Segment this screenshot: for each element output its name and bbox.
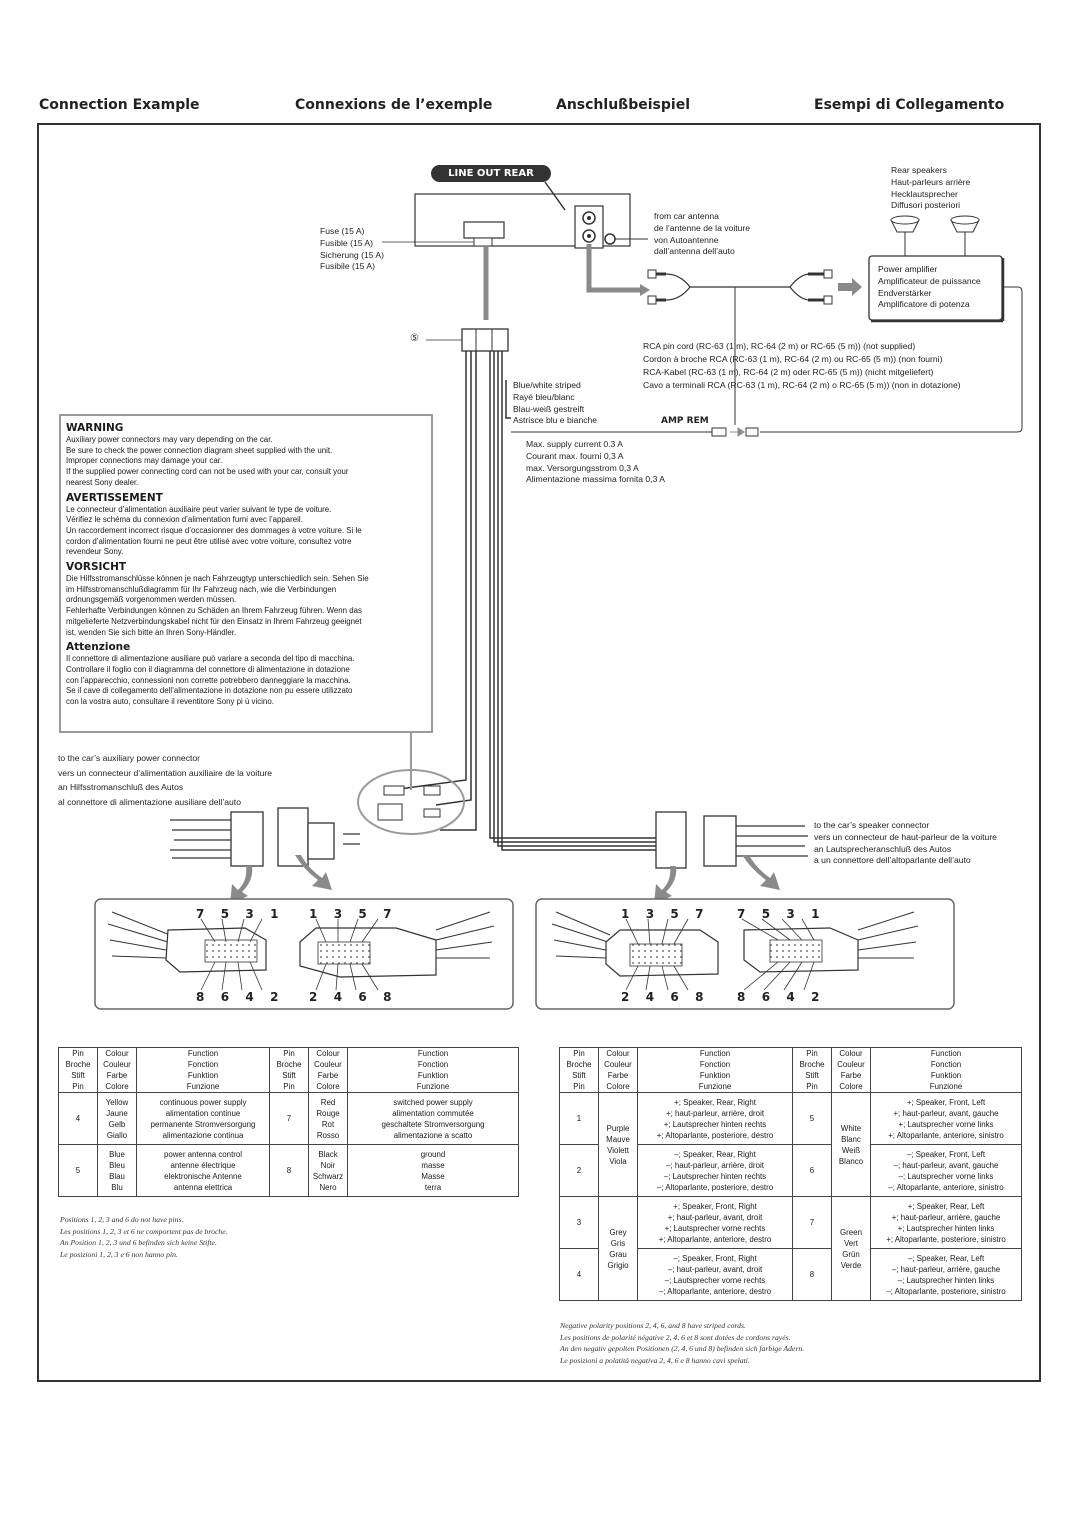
- unit-power-connector: [278, 808, 308, 866]
- antenna-jack: [605, 234, 615, 244]
- harness-connector: [462, 329, 508, 351]
- col-pin: Pin Broche Stift Pin: [59, 1048, 98, 1093]
- col-colour: Colour Couleur Farbe Colore: [98, 1048, 137, 1093]
- function-cell: +; Speaker, Rear, Left +; haut-parleur, arrière, gauche +; Lautsprecher hinten links +; Altoparlante, posteriore, sinistro: [871, 1197, 1022, 1249]
- item-5-marker: ⑤: [410, 333, 419, 344]
- function-cell: –; Speaker, Front, Left –; haut-parleur, avant, gauche –; Lautsprecher vorne links –; Altoparlante, anteriore, sinistro: [871, 1145, 1022, 1197]
- pins-odd-power-car: 7 5 3 1: [196, 907, 279, 921]
- colour-cell: Purple Mauve Violett Viola: [599, 1093, 638, 1197]
- warning-text-de: Die Hilfsstromanschlüsse können je nach Fahrzeugtyp unterschiedlich sein. Sehen Sie im Hilfsstromanschlußdiagramm für Ihr Fahrzeug nach, wie die Verbindungen ordnungsgemäß vorgenommen werden müssen. Fehlerhafte Verbindungen können zu Schäden an Ihrem Fahrzeug führen. Wenn das mitgelieferte Netzverbindungskabel nicht für den Einsatz in Ihrem Fahrzeug geeignet ist, wenden Sie sich bitte an Ihren Sony-Händler.: [66, 574, 369, 637]
- function-cell: –; Speaker, Front, Right –; haut-parleur, avant, droit –; Lautsprecher vorne rechts –; Altoparlante, anteriore, destro: [638, 1249, 793, 1301]
- col-pin: Pin Broche Stift Pin: [793, 1048, 832, 1093]
- unit-speaker-connector: [656, 812, 686, 868]
- col-function: Function Fonction Funktion Funzione: [638, 1048, 793, 1093]
- pin-cell: 8: [270, 1145, 309, 1197]
- warning-text-fr: Le connecteur d’alimentation auxiliaire peut varier suivant le type de voiture. Vérifiez le schéma du connexion d’alimentation furni avec l’appareil. Un raccordement incorrect risque d’occasionner des dommages à votre voiture. Si le cordon d’alimentation fourni ne peut être utilisé avec votre voiture, consultez votre revendeur Sony.: [66, 504, 362, 557]
- pin-cell: 5: [59, 1145, 98, 1197]
- col-pin: Pin Broche Stift Pin: [270, 1048, 309, 1093]
- col-function: Function Fonction Funktion Funzione: [871, 1048, 1022, 1093]
- pins-even-power-car: 8 6 4 2: [196, 990, 279, 1004]
- function-cell: –; Speaker, Rear, Right –; haut-parleur, arrière, droit –; Lautsprecher hinten rechts –; Altoparlante, posteriore, destro: [638, 1145, 793, 1197]
- antenna-label: from car antenna de l’antenne de la voiture von Autoantenne dall’antenna dell’auto: [654, 211, 751, 257]
- table-header-row: [560, 1048, 1022, 1093]
- function-cell: +; Speaker, Rear, Right +; haut-parleur, arrière, droit +; Lautsprecher hinten rechts +; Altoparlante, posteriore, destro: [638, 1093, 793, 1145]
- pin-cell: 5: [793, 1093, 832, 1145]
- colour-cell: Green Vert Grün Verde: [832, 1197, 871, 1301]
- colour-cell: Yellow Jaune Gelb Giallo: [98, 1093, 137, 1145]
- warning-box: [59, 414, 433, 733]
- header-de: Anschlußbeispiel: [556, 97, 690, 113]
- pin-cell: 3: [560, 1197, 599, 1249]
- warning-title-it: Attenzione: [66, 641, 131, 654]
- pin-cell: 4: [560, 1249, 599, 1301]
- function-cell: switched power supply alimentation commutée geschaltete Stromversorgung alimentazione a scatto: [348, 1093, 519, 1145]
- pins-even-speaker-unit: 2 4 6 8: [621, 990, 704, 1004]
- colour-cell: Blue Bleu Blau Blu: [98, 1145, 137, 1197]
- colour-cell: Grey Gris Grau Grigio: [599, 1197, 638, 1301]
- rear-speaker-left: [891, 216, 919, 256]
- pins-odd-speaker-car: 7 5 3 1: [737, 907, 820, 921]
- pin-cell: 8: [793, 1249, 832, 1301]
- col-colour: Colour Couleur Farbe Colore: [309, 1048, 348, 1093]
- pin-cell: 2: [560, 1145, 599, 1197]
- function-cell: continuous power supply alimentation continue permanente Stromversorgung alimentazione continua: [137, 1093, 270, 1145]
- rear-speaker-right: [951, 216, 979, 256]
- amp-rem-label: AMP REM: [661, 416, 709, 426]
- power-notes: Positions 1, 2, 3 and 6 do not have pins. Les positions 1, 2, 3 et 6 ne comportent pas de broche. An Position 1, 2, 3 und 6 befinden sich keine Stifte. Le posizioni 1, 2, 3 e 6 non hanno pin.: [60, 1215, 228, 1259]
- colour-cell: Black Noir Schwarz Nero: [309, 1145, 348, 1197]
- pin-cell: 6: [793, 1145, 832, 1197]
- pins-odd-power-unit: 1 3 5 7: [309, 907, 392, 921]
- pin-cell: 1: [560, 1093, 599, 1145]
- aux-power-label: to the car’s auxiliary power connector vers un connecteur d’alimentation auxiliaire de la voiture an Hilfsstromanschluß des Autos al connettore di alimentazione ausiliare dell’auto: [58, 753, 273, 807]
- car-power-connector: [231, 812, 263, 866]
- warning-title-de: VORSICHT: [66, 561, 127, 574]
- pins-even-power-unit: 2 4 6 8: [309, 990, 392, 1004]
- speaker-notes: Negative polarity positions 2, 4, 6, and 8 have striped cords. Les positions de polarité négative 2, 4, 6 et 8 sont dotées de cordons rayés. An den negativ gepolten Positionen (2, 4, 6 und 8) befinden sich farbige Adern. Le posizioni a polatità negativa 2, 4, 6 e 8 hanno cavi spelati.: [560, 1321, 805, 1365]
- car-speaker-connector: [704, 816, 736, 866]
- function-cell: –; Speaker, Rear, Left –; haut-parleur, arrière, gauche –; Lautsprecher hinten links –; Altoparlante, posteriore, sinistro: [871, 1249, 1022, 1301]
- col-pin: Pin Broche Stift Pin: [560, 1048, 599, 1093]
- table-row: [560, 1093, 1022, 1145]
- colour-cell: White Blanc Weiß Blanco: [832, 1093, 871, 1197]
- pins-even-speaker-car: 8 6 4 2: [737, 990, 820, 1004]
- colour-cell: Red Rouge Rot Rosso: [309, 1093, 348, 1145]
- line-out-rear-label: LINE OUT REAR: [431, 165, 551, 182]
- warning-title-fr: AVERTISSEMENT: [66, 491, 163, 504]
- header-it: Esempi di Collegamento: [814, 97, 1005, 113]
- warning-title-en: WARNING: [66, 422, 124, 434]
- table-row: [560, 1197, 1022, 1249]
- col-colour: Colour Couleur Farbe Colore: [599, 1048, 638, 1093]
- pin-cell: 4: [59, 1093, 98, 1145]
- speaker-pin-table: [559, 1047, 1022, 1301]
- function-cell: +; Speaker, Front, Left +; haut-parleur, avant, gauche +; Lautsprecher vorne links +; Altoparlante, anteriore, sinistro: [871, 1093, 1022, 1145]
- fuse-label: Fuse (15 A) Fusible (15 A) Sicherung (15 A) Fusibile (15 A): [320, 226, 385, 272]
- pin-cell: 7: [793, 1197, 832, 1249]
- warning-text-en: Auxiliary power connectors may vary depending on the car. Be sure to check the power connection diagram sheet supplied with the unit. Improper connections may damage your car. If the supplied power connecting cord can not be used with your car, consult your nearest Sony dealer.: [66, 435, 349, 487]
- rca-cord-label: RCA pin cord (RC-63 (1 m), RC-64 (2 m) or RC-65 (5 m)) (not supplied) Cordon à broche RCA (RC-63 (1 m), RC-64 (2 m) ou RC-65 (5 m)) (non fourni) RCA-Kabel (RC-63 (1 m), RC-64 (2 m) oder RC-65 (5 m)) (nicht mitgeliefert) Cavo a terminali RCA (RC-63 (1 m), RC-64 (2 m) o RC-65 (5 m)) (non in dotazione): [643, 341, 961, 390]
- pin-cell: 7: [270, 1093, 309, 1145]
- function-cell: +; Speaker, Front, Right +; haut-parleur, avant, droit +; Lautsprecher vorne rechts +; Altoparlante, anteriore, destro: [638, 1197, 793, 1249]
- table-header-row: [59, 1048, 519, 1093]
- table-row: [59, 1145, 519, 1197]
- table-row: [59, 1093, 519, 1145]
- col-function: Function Fonction Funktion Funzione: [137, 1048, 270, 1093]
- power-pin-table: [58, 1047, 519, 1197]
- warning-text-it: Il connettore di alimentazione ausiliare può variare a seconda del tipo di macchina. Controllare il foglio con il diagramma del connettore di alimentazione in dotazione con l’apparecchio, connessioni non corrette potrebbero danneggiare la macchina. Se il cave di collegamento dell’alimentazione in dotazione non pu essere utilizzato con la vostra auto, consultare il reventitore Sony pi ù vicino.: [66, 654, 355, 707]
- function-cell: ground masse Masse terra: [348, 1145, 519, 1197]
- max-current-label: Max. supply current 0.3 A Courant max. fourni 0,3 A max. Versorgungsstrom 0,3 A Alimentazione massima fornita 0,3 A: [526, 439, 665, 485]
- header-en: Connection Example: [39, 97, 200, 113]
- speaker-connector-label: to the car’s speaker connector vers un connecteur de haut-parleur de la voiture an Lautsprecheranschluß des Autos a un connettore dell’altoparlante dell’auto: [814, 820, 997, 866]
- col-function: Function Fonction Funktion Funzione: [348, 1048, 519, 1093]
- function-cell: power antenna control antenne électrique elektronische Antenne antenna elettrica: [137, 1145, 270, 1197]
- col-colour: Colour Couleur Farbe Colore: [832, 1048, 871, 1093]
- amplifier-label: Power amplifier Amplificateur de puissance Endverstärker Amplificatore di potenza: [878, 264, 981, 310]
- pins-odd-speaker-unit: 1 3 5 7: [621, 907, 704, 921]
- blue-white-label: Blue/white striped Rayé bleu/blanc Blau-weiß gestreift Astrisce blu e bianche: [513, 380, 598, 426]
- fuse: [464, 222, 504, 238]
- header-fr: Connexions de l’exemple: [295, 97, 493, 113]
- rear-speakers-label: Rear speakers Haut-parleurs arrière Hecklautsprecher Diffusori posteriori: [891, 165, 971, 211]
